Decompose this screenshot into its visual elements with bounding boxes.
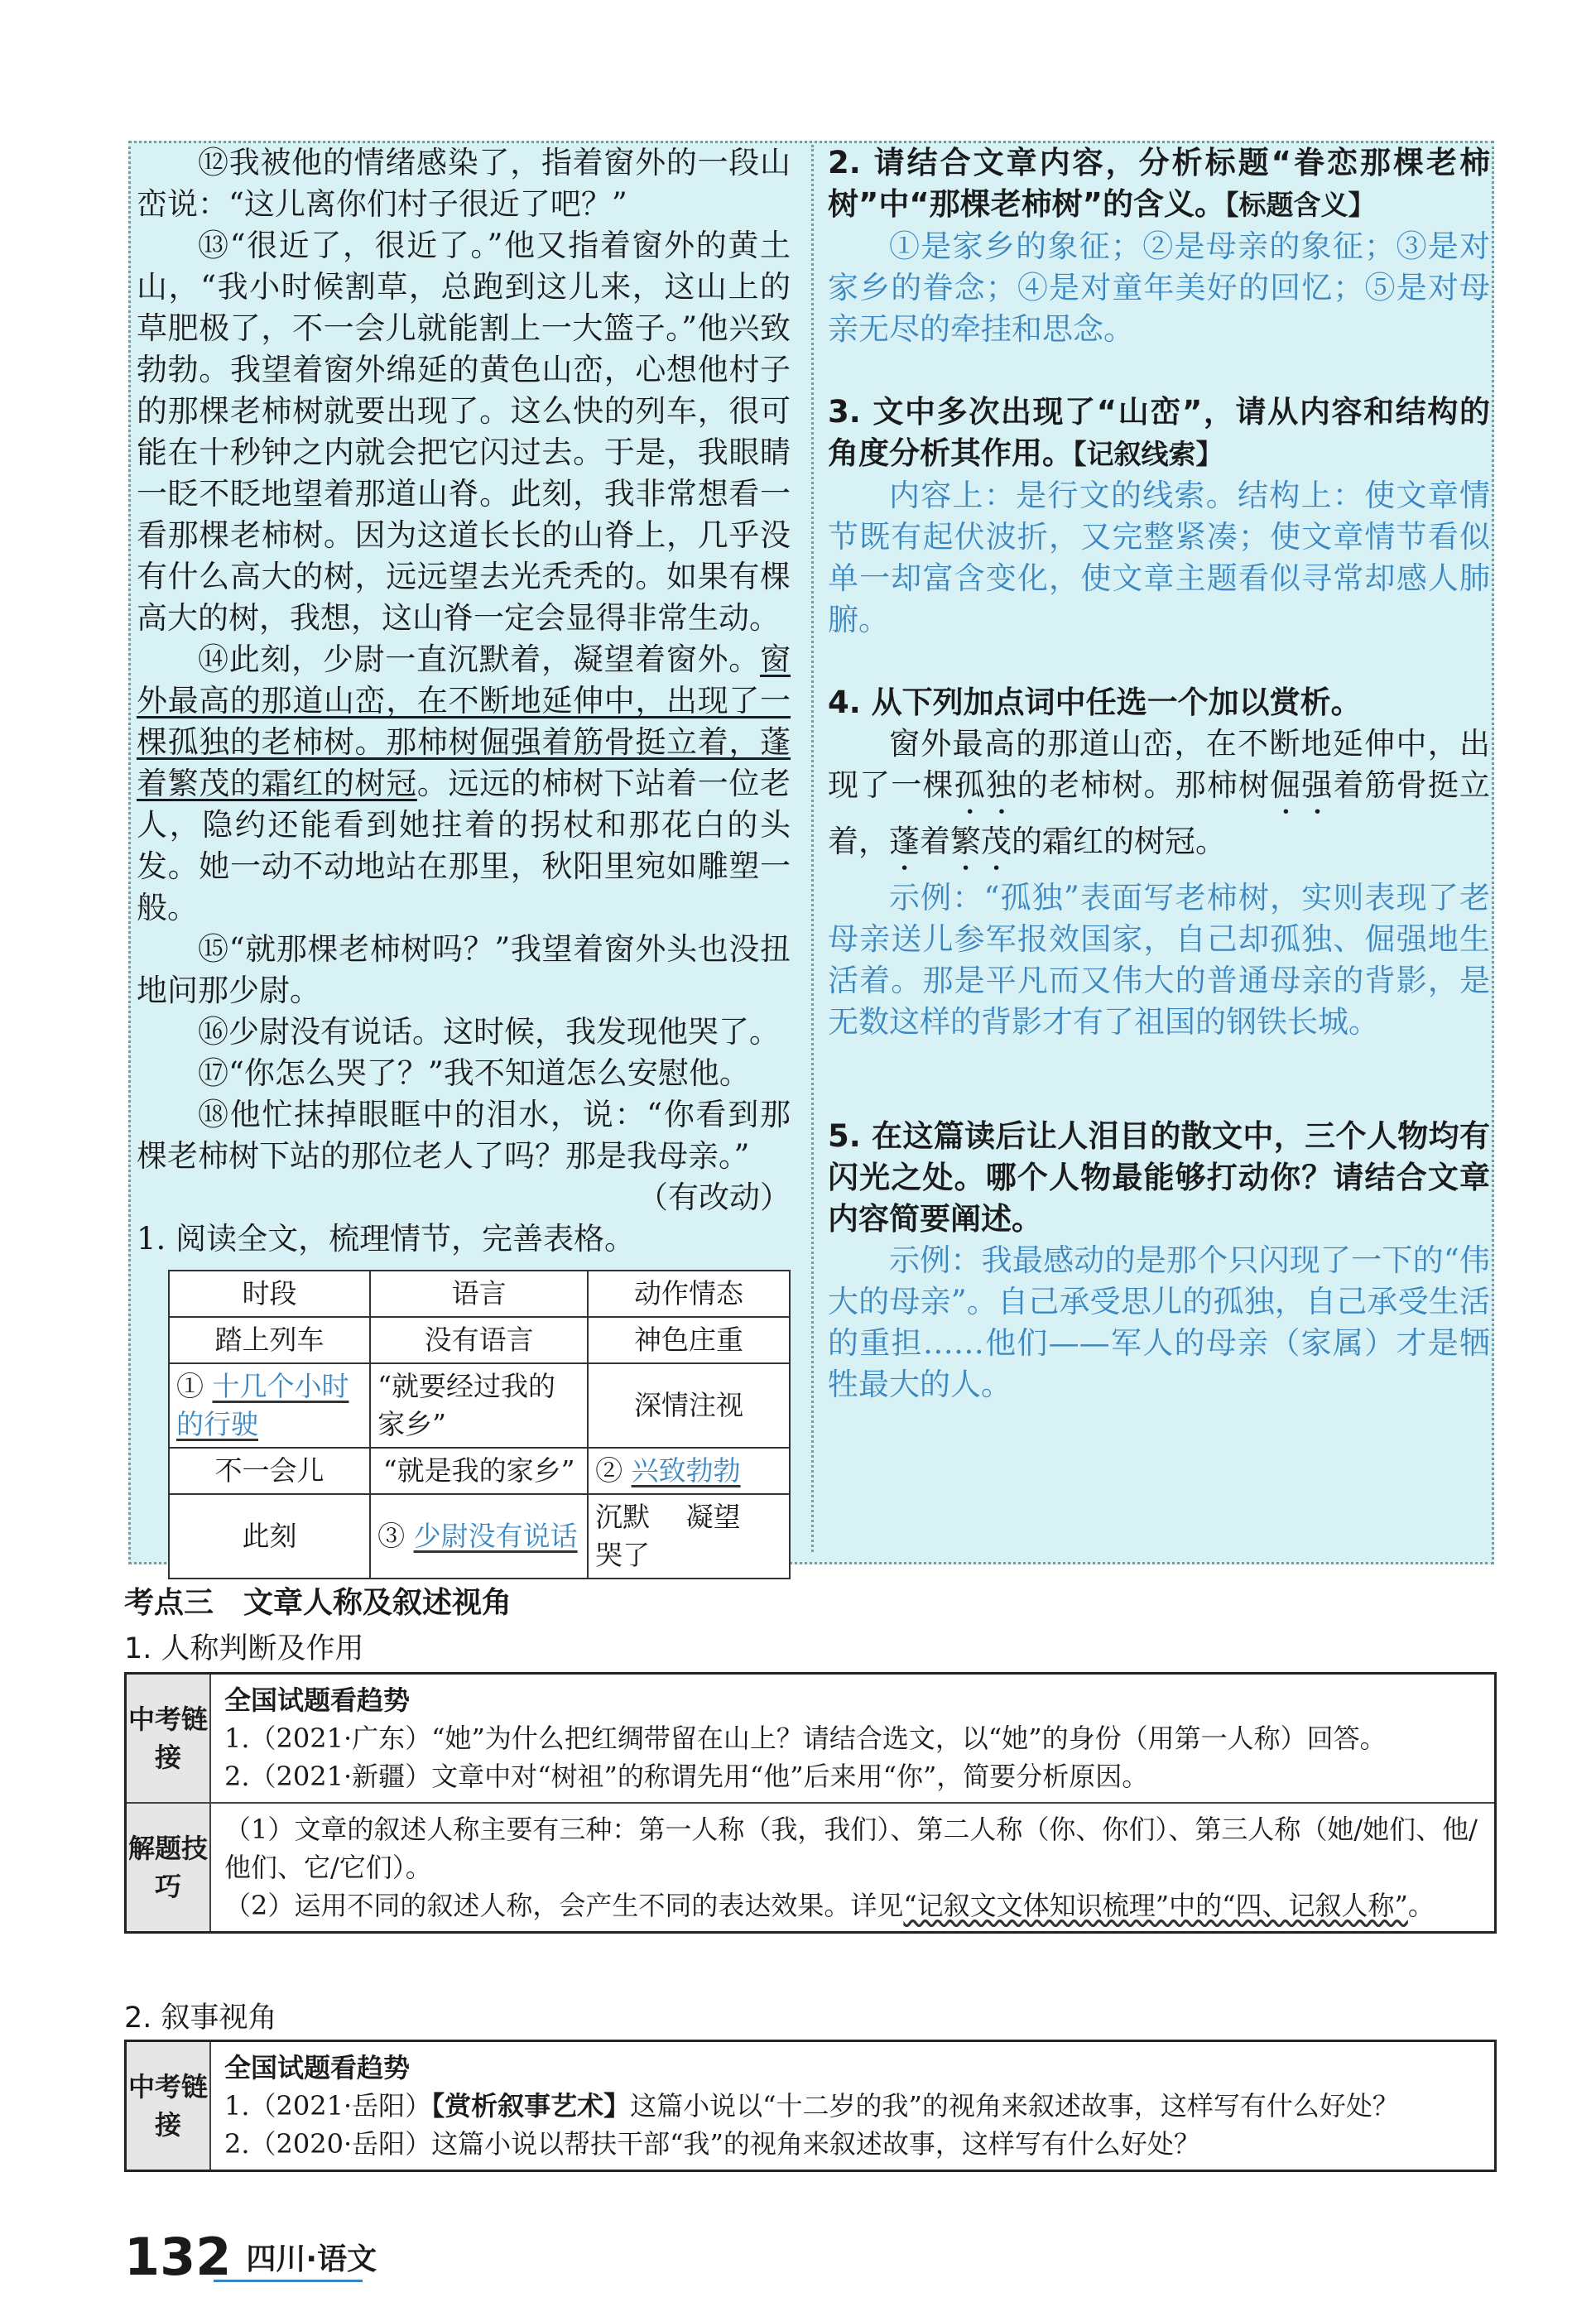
question-3-prompt: 3. 文中多次出现了“山峦”，请从内容和结构的角度分析其作用。【记叙线索】 (828, 394, 1490, 471)
question-1-prompt: 1. 阅读全文，梳理情节，完善表格。 (137, 1221, 636, 1257)
question-3-answer: 内容上：是行文的线索。结构上：使文章情节既有起伏波折，又完整紧凑；使文章情节看似单一却富含变化，使文章主题看似寻常却感人肺腑。 (828, 478, 1490, 637)
box-label: 中考链接 (127, 1675, 211, 1802)
table-header: 动作情态 (588, 1271, 790, 1317)
question-4-answer: 示例：“孤独”表面写老柿树，实则表现了老母亲送儿参军报效国家，自己却孤独、倔强地生活着。那是平凡而又伟大的普通母亲的背影，是无数这样的背影才有了祖国的钢铁长城。 (828, 880, 1490, 1040)
box-heading: 全国试题看趋势 (224, 2052, 411, 2083)
table-header: 时段 (169, 1271, 370, 1317)
table-row: 此刻 ③ 少尉没有说话 沉默 凝望 哭了 (169, 1494, 790, 1579)
paragraph-14: ⑭此刻，少尉一直沉默着，凝望着窗外。窗外最高的那道山峦，在不断地延伸中，出现了一棵孤独的老柿树。那柿树倔强着筋骨挺立着，蓬着繁茂的霜红的树冠。远远的柿树下站着一位老人，隐约还能看到她拄着的拐杖和那花白的头发。她一动不动地站在那里，秋阳里宛如雕塑一般。 (137, 642, 791, 925)
answer-blank-1: 十几个小时的行驶 (176, 1370, 349, 1440)
question-2-answer: ①是家乡的象征；②是母亲的象征；③是对家乡的眷念；④是对童年美好的回忆；⑤是对母亲无尽的牵挂和思念。 (828, 228, 1490, 347)
tip-item: （1）文章的叙述人称主要有三种：第一人称（我，我们）、第二人称（你、你们）、第三人称（她/她们、他/他们、它/它们）。 (224, 1814, 1478, 1883)
table-header: 语言 (370, 1271, 588, 1317)
paragraph-16: ⑯少尉没有说话。这时候，我发现他哭了。 (198, 1014, 780, 1050)
question-2-tag: 【标题含义】 (1224, 189, 1376, 221)
paragraph-12: ⑫我被他的情绪感染了，指着窗外的一段山峦说：“这儿离你们村子很近了吧？” (137, 145, 791, 222)
tip-item: （2）运用不同的叙述人称，会产生不同的表达效果。详见“记叙文文体知识梳理”中的“四、记叙人称”。 (224, 1890, 1435, 1921)
box-item: 2.（2020·岳阳）这篇小说以帮扶干部“我”的视角来叙述故事，这样写有什么好处？ (224, 2128, 1200, 2160)
source-note: （有改动） (637, 1180, 791, 1215)
table-row: ① 十几个小时的行驶 “就要经过我的家乡” 深情注视 (169, 1363, 790, 1448)
page-footer (124, 2227, 377, 2287)
exam-link-row (127, 1675, 1494, 1802)
region-subject: 四川·语文 (246, 2242, 377, 2276)
table-header-row (169, 1271, 790, 1317)
answer-blank-3: 少尉没有说话 (413, 1520, 578, 1552)
info-box-2 (124, 2040, 1497, 2172)
paragraph-15: ⑮“就那棵老柿树吗？”我望着窗外头也没扭地问那少尉。 (137, 931, 791, 1008)
paragraph-18: ⑱他忙抹掉眼眶中的泪水，说：“你看到那棵老柿树下站的那位老人了吗？那是我母亲。” (137, 1097, 791, 1174)
questions-column (828, 142, 1490, 1406)
question-2-prompt: 2. 请结合文章内容，分析标题“眷恋那棵老柿树”中“那棵老柿树”的含义。【标题含义】 (828, 145, 1490, 222)
question-5-answer: 示例：我最感动的是那个只闪现了一下的“伟大的母亲”。自己承受思儿的孤独，自己承受生活的重担……他们——军人的母亲（家属）才是牺牲最大的人。 (828, 1242, 1490, 1402)
paragraph-17: ⑰“你怎么哭了？”我不知道怎么安慰他。 (198, 1055, 750, 1091)
plot-table (168, 1270, 791, 1579)
paragraph-13: ⑬“很近了，很近了。”他又指着窗外的黄土山，“我小时候割草，总跑到这儿来，这山上的草肥极了，不一会儿就能割上一大篮子。”他兴致勃勃。我望着窗外绵延的黄色山峦，心想他村子的那棵老柿树就要出现了。这么快的列车，很可能在十秒钟之内就会把它闪过去。于是，我眼睛一眨不眨地望着那道山脊。此刻，我非常想看一看那棵老柿树。因为这道长长的山脊上，几乎没有什么高大的树，远远望去光秃秃的。如果有棵高大的树，我想，这山脊一定会显得非常生动。 (137, 228, 791, 636)
underlined-sentence: 窗外最高的那道山峦，在不断地延伸中，出现了一棵孤独的老柿树。那柿树倔强着筋骨挺立着，蓬着繁茂的霜红的树冠 (137, 642, 791, 801)
section-title: 考点三 文章人称及叙述视角 (124, 1586, 512, 1620)
footer-rule (214, 2280, 363, 2282)
question-5-prompt: 5. 在这篇读后让人泪目的散文中，三个人物均有闪光之处。哪个人物最能够打动你？请结合文章内容简要阐述。 (828, 1118, 1490, 1237)
table-row: 不一会儿 “就是我的家乡” ② 兴致勃勃 (169, 1448, 790, 1494)
column-divider (811, 145, 814, 1552)
question-4-quote: 窗外最高的那道山峦，在不断地延伸中，出现了一棵孤独的老柿树。那柿树倔强着筋骨挺立着，蓬着繁茂的霜红的树冠。 (828, 726, 1491, 859)
tips-row (127, 1802, 1494, 1931)
box-label: 中考链接 (127, 2042, 211, 2170)
info-box-1 (124, 1672, 1497, 1934)
reference-link: “记叙文文体知识梳理”中的“四、记叙人称” (903, 1890, 1408, 1921)
box-label: 解题技巧 (127, 1804, 211, 1931)
box-item: 1.（2021·广东）“她”为什么把红绸带留在山上？请结合选文，以“她”的身份（用第一人称）回答。 (224, 1723, 1387, 1754)
question-3-tag: 【记叙线索】 (1073, 438, 1223, 470)
box-heading: 全国试题看趋势 (224, 1684, 411, 1716)
box-item: 1.（2021·岳阳）【赏析叙事艺术】这篇小说以“十二岁的我”的视角来叙述故事，这样写有什么好处？ (224, 2090, 1399, 2122)
box-item: 2.（2021·新疆）文章中对“树祖”的称谓先用“他”后来用“你”，简要分析原因。 (224, 1761, 1149, 1792)
table-row: 踏上列车 没有语言 神色庄重 (169, 1317, 790, 1363)
page-number: 132 (124, 2227, 232, 2287)
question-4-prompt: 4. 从下列加点词中任选一个加以赏析。 (828, 685, 1362, 720)
subsection-2-title: 2. 叙事视角 (124, 2001, 277, 2035)
subsection-1-title: 1. 人称判断及作用 (124, 1632, 364, 1665)
answer-blank-2: 兴致勃勃 (631, 1454, 741, 1487)
passage-column (137, 142, 791, 1579)
